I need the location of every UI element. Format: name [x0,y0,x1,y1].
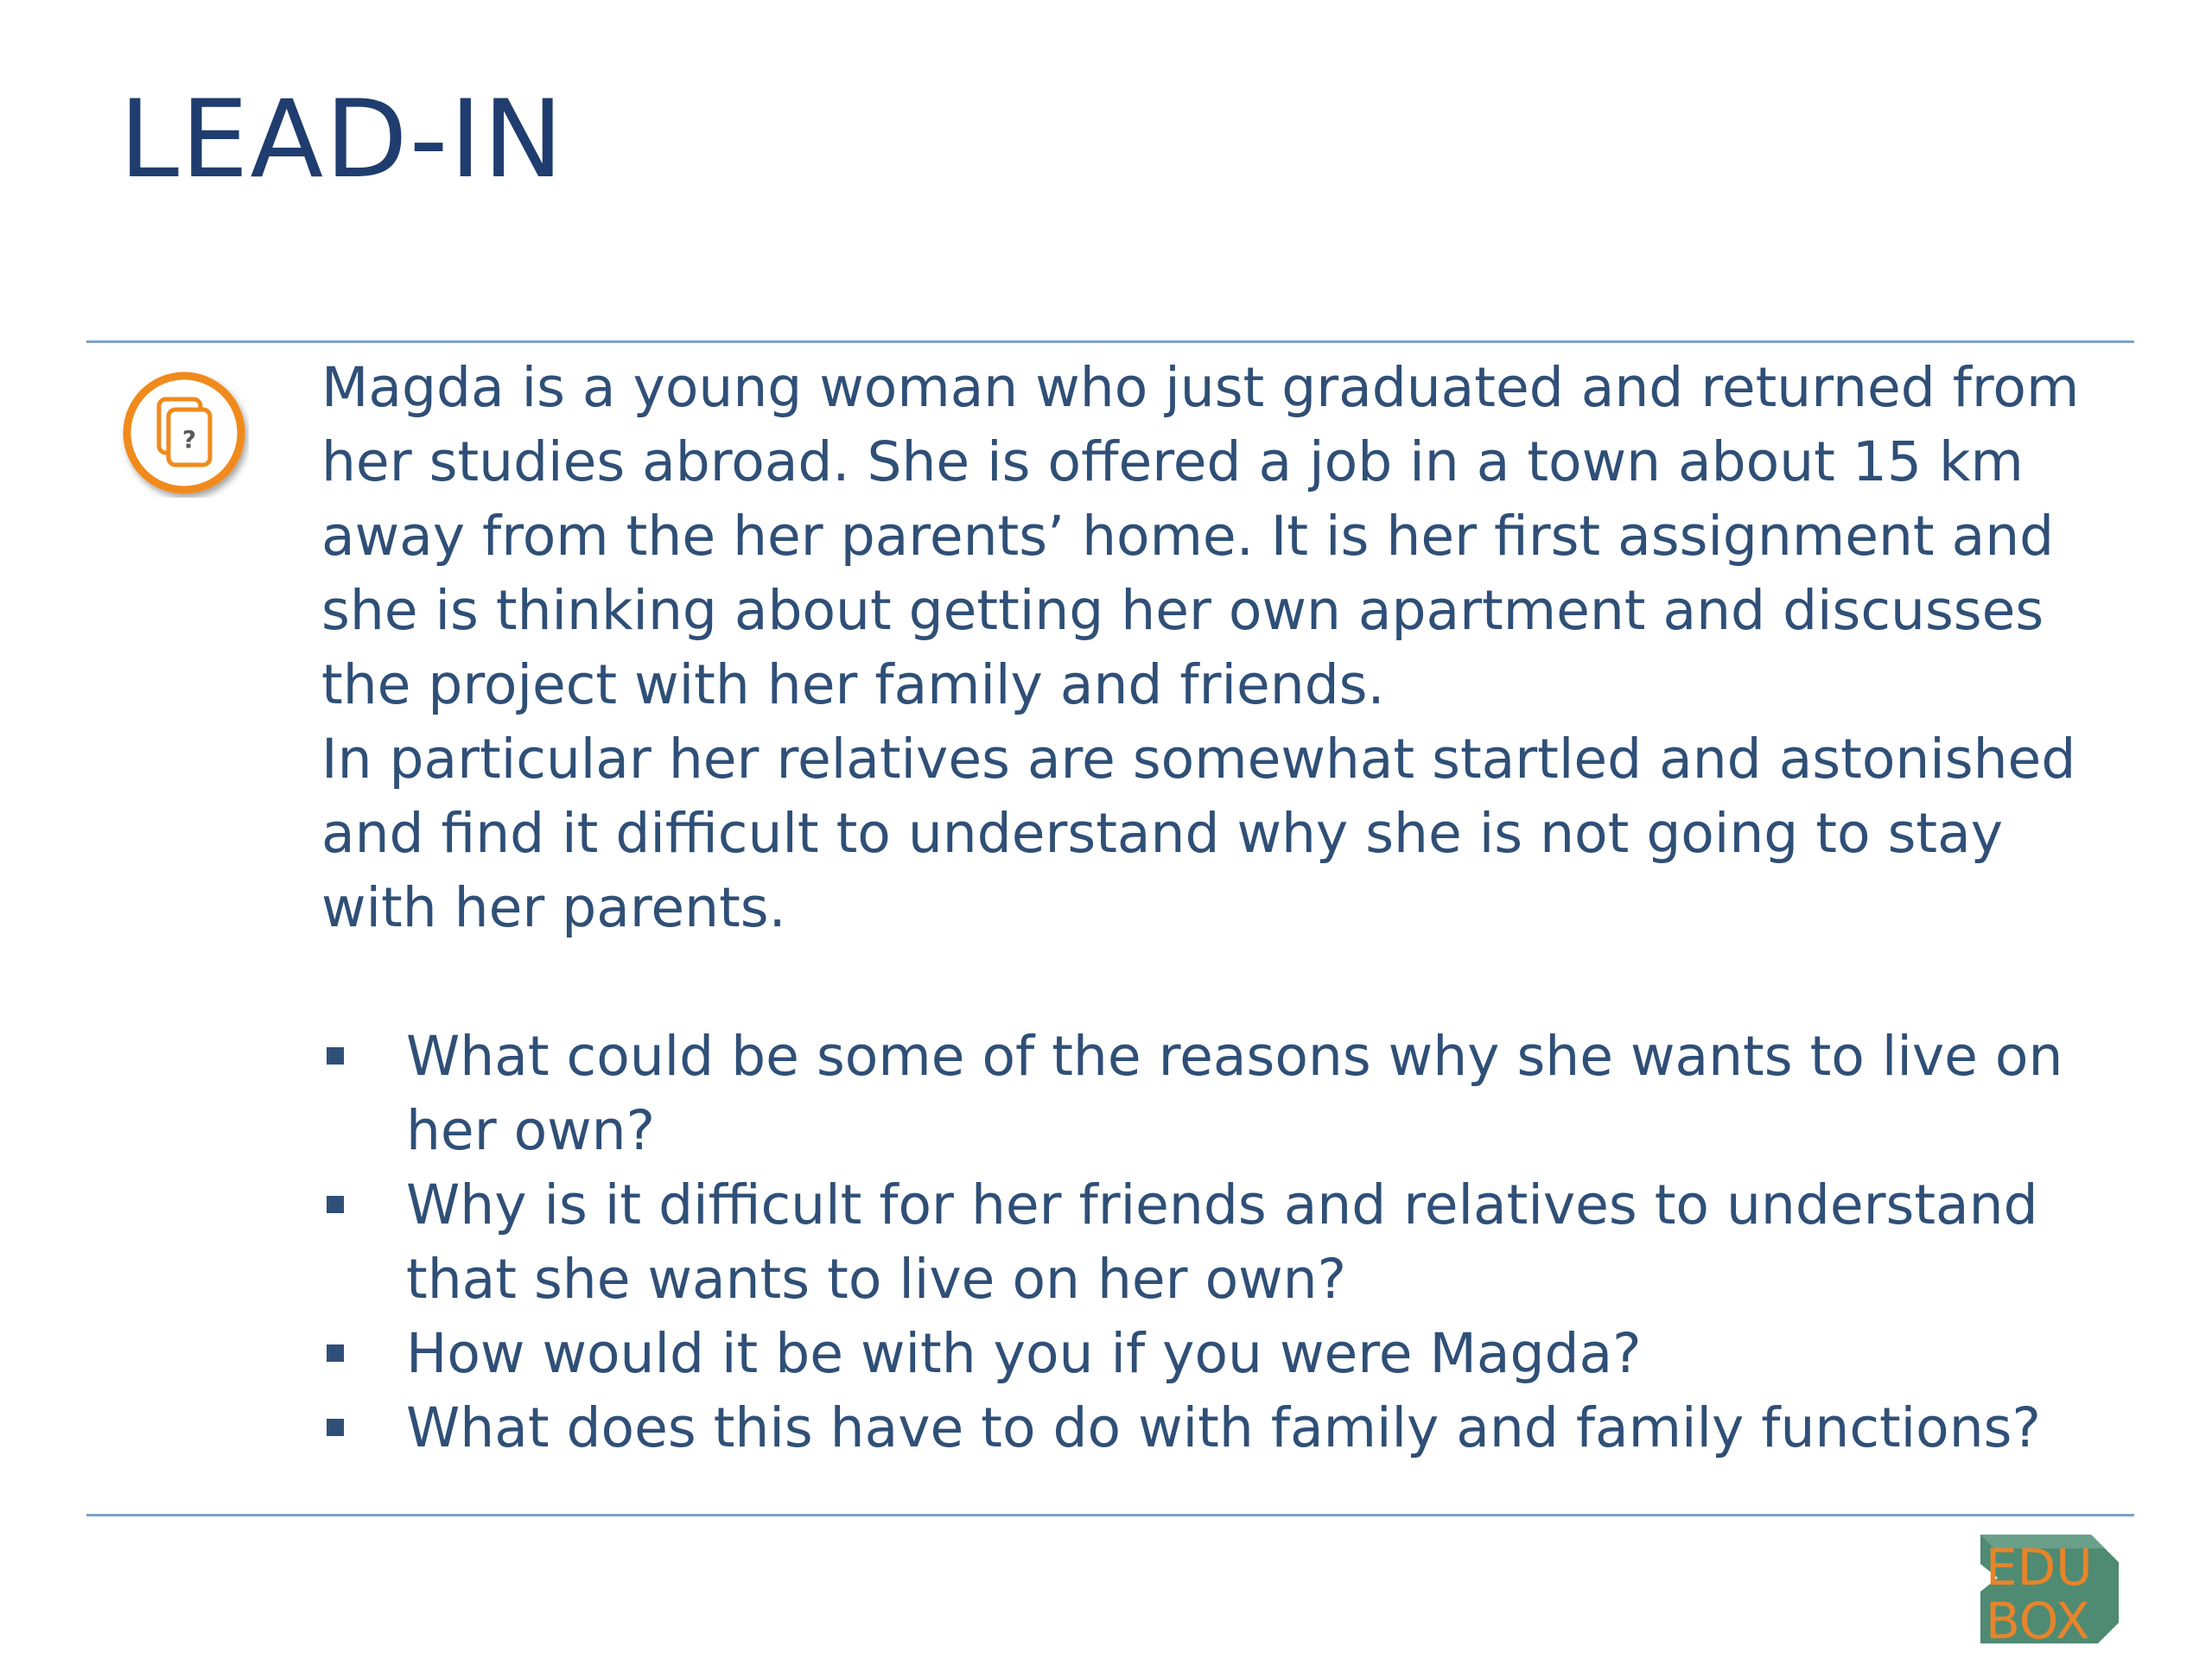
page-title: LEAD-IN [119,78,565,202]
square-bullet-icon [327,1196,344,1213]
edubox-logo [1979,1533,2120,1645]
question-item [321,1391,2101,1465]
question-item [321,1020,2101,1168]
svg-text:?: ? [181,425,197,454]
square-bullet-icon [327,1419,344,1436]
discussion-questions [321,1020,2101,1465]
question-cards-icon [119,368,249,498]
question-text: What could be some of the reasons why she wants to live on her own? [406,1025,2063,1162]
question-item [321,1317,2101,1391]
top-divider [86,340,2134,343]
square-bullet-icon [327,1344,344,1362]
question-text: Why is it difficult for her friends and relatives to understand that she wants to live on her own? [406,1173,2038,1311]
bottom-divider [86,1514,2134,1516]
scenario-paragraph-1: Magda is a young woman who just graduated and returned from her studies abroad. She is offered a job in a town about 15 km away from the her parents’ home. It is her first assignment and she is thinking about getting her own apartment and discusses the project with her family and friends. [321,356,2080,716]
square-bullet-icon [327,1047,344,1065]
scenario-paragraph-2: In particular her relatives are somewhat startled and astonished and find it difficult to understand why she is not going to stay with her parents. [321,728,2076,939]
logo-line-1: EDU [1986,1538,2093,1597]
logo-line-2: BOX [1986,1592,2090,1645]
spacer [321,945,2101,1020]
lead-in-content [321,351,2101,1465]
question-text: How would it be with you if you were Magda? [406,1322,1642,1385]
question-text: What does this have to do with family and family functions? [406,1396,2041,1459]
question-item [321,1168,2101,1317]
